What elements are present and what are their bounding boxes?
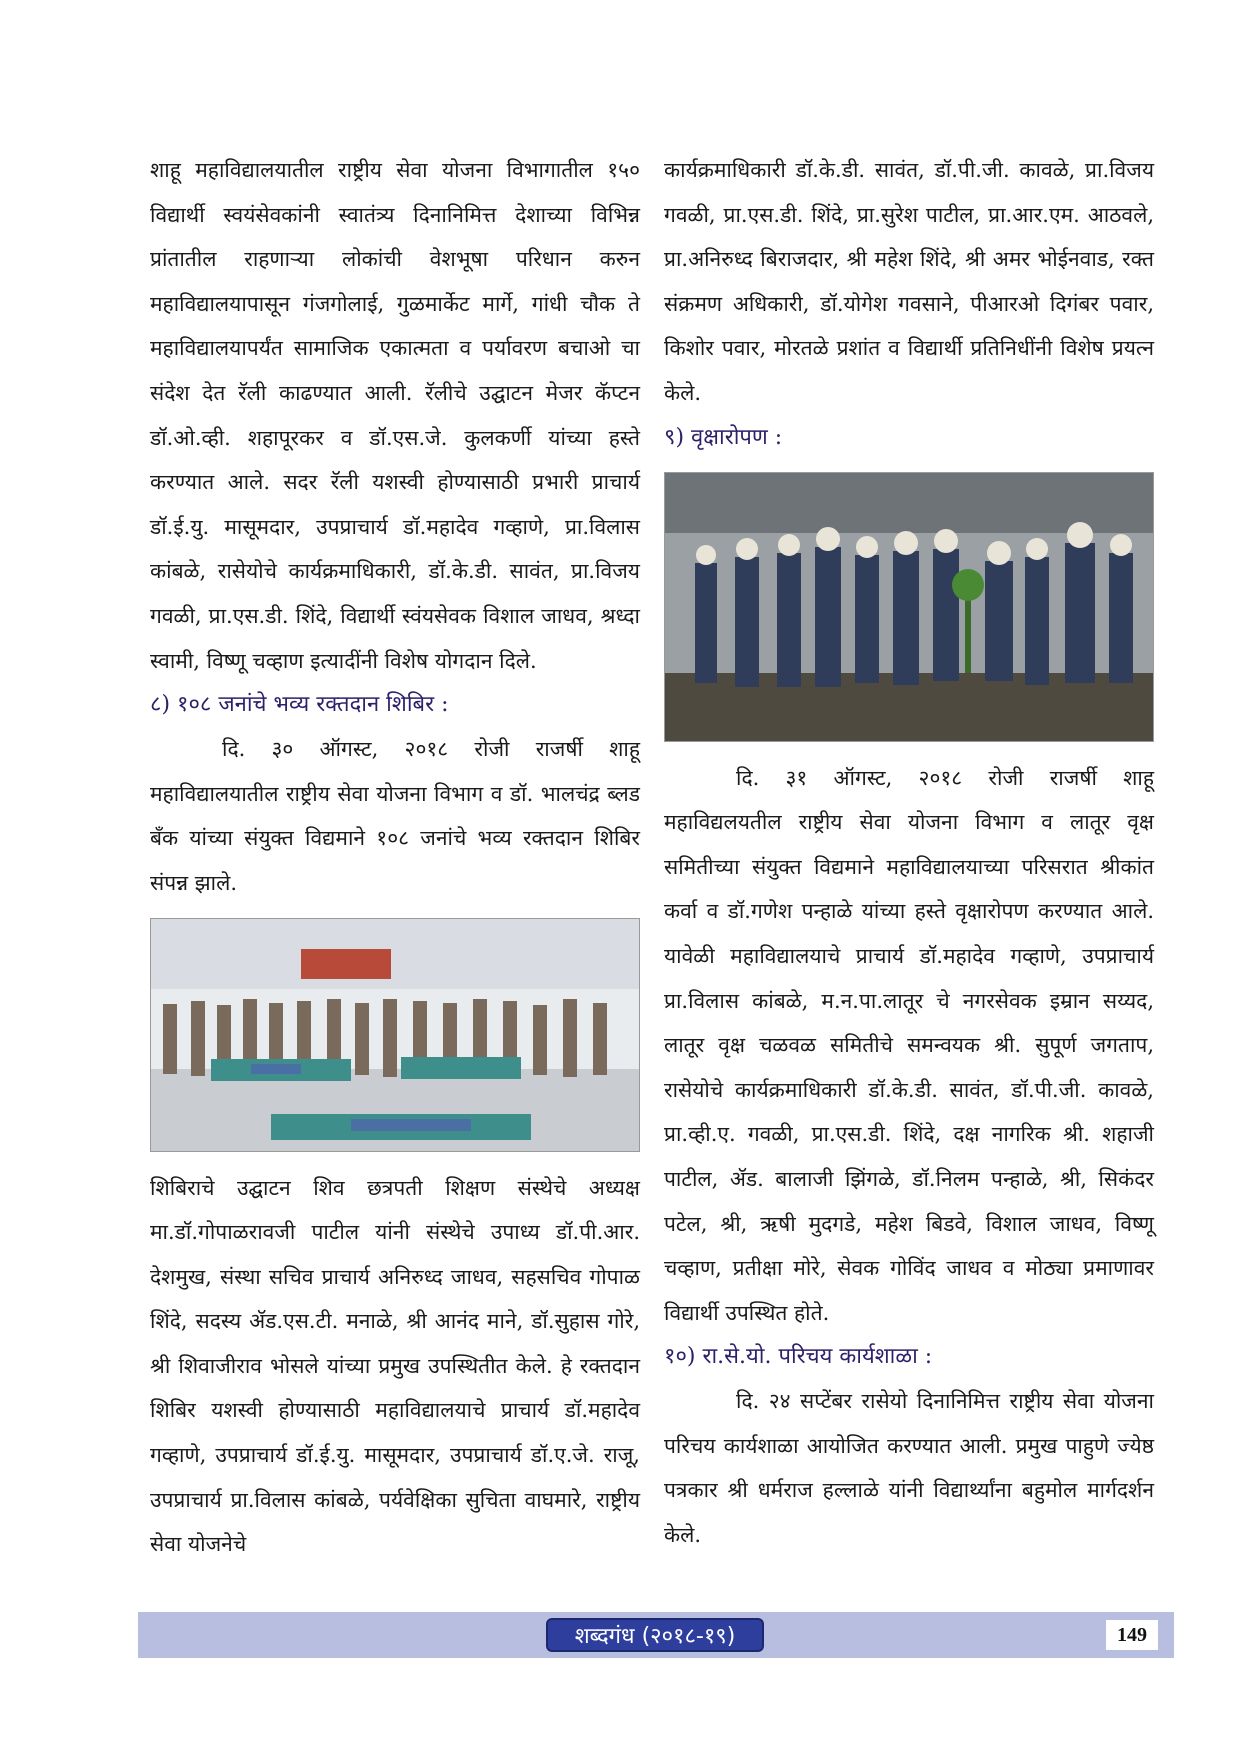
page-number: 149 <box>1106 1620 1158 1650</box>
body-paragraph: शिबिराचे उद्घाटन शिव छत्रपती शिक्षण संस्थेचे अध्यक्ष मा.डॉ.गोपाळरावजी पाटील यांनी संस्थेचे उपाध्य डॉ.पी.आर. देशमुख, संस्था सचिव प्राचार्य अनिरुध्द जाधव, सहसचिव गोपाळ शिंदे, सदस्य ॲड.एस.टी. मनाळे, श्री आनंद माने, डॉ.सुहास गोरे, श्री शिवाजीराव भोसले यांच्या प्रमुख उपस्थितीत केले. हे रक्तदान शिबिर यशस्वी होण्यासाठी महाविद्यालयाचे प्राचार्य डॉ.महादेव गव्हाणे, उपप्राचार्य डॉ.ई.यु. मासूमदार, उपप्राचार्य डॉ.ए.जे. राजू, उपप्राचार्य प्रा.विलास कांबळे, पर्यवेक्षिका सुचिता वाघमारे, राष्ट्रीय सेवा योजनेचे <box>150 1175 640 1557</box>
blood-donation-camp-photo <box>150 918 640 1152</box>
magazine-title: शब्दगंध (२०१८-१९) <box>546 1618 764 1652</box>
section-heading-blood-donation: ८) १०८ जनांचे भव्य रक्तदान शिबिर : <box>150 692 449 718</box>
section-heading-nss-workshop: १०) रा.से.यो. परिचय कार्यशाळा : <box>664 1344 933 1370</box>
section-heading-tree-plantation: ९) वृक्षारोपण : <box>664 424 783 450</box>
page-footer <box>138 1612 1174 1658</box>
body-paragraph: शाहू महाविद्यालयातील राष्ट्रीय सेवा योजना विभागातील १५० विद्यार्थी स्वयंसेवकांनी स्वातंत्र्य दिनानिमित्त देशाच्या विभिन्न प्रांतातील राहणाऱ्या लोकांची वेशभूषा परिधान करुन महाविद्यालयापासून गंजगोलाई, गुळमार्केट मार्गे, गांधी चौक ते महाविद्यालयापर्यंत सामाजिक एकात्मता व पर्यावरण बचाओ चा संदेश देत रॅली काढण्यात आली. रॅलीचे उद्घाटन मेजर कॅप्टन डॉ.ओ.व्ही. शहापूरकर व डॉ.एस.जे. कुलकर्णी यांच्या हस्ते करण्यात आले. सदर रॅली यशस्वी होण्यासाठी प्रभारी प्राचार्य डॉ.ई.यु. मासूमदार, उपप्राचार्य डॉ.महादेव गव्हाणे, प्रा.विलास कांबळे, रासेयोचे कार्यक्रमाधिकारी, डॉ.के.डी. सावंत, प्रा.विजय गवळी, प्रा.एस.डी. शिंदे, विद्यार्थी स्वंयसेवक विशाल जाधव, श्रध्दा स्वामी, विष्णू चव्हाण इत्यादींनी विशेष योगदान दिले. <box>150 158 640 673</box>
body-paragraph: दि. २४ सप्टेंबर रासेयो दिनानिमित्त राष्ट्रीय सेवा योजना परिचय कार्यशाळा आयोजित करण्यात आली. प्रमुख पाहुणे ज्येष्ठ पत्रकार श्री धर्मराज हल्लाळे यांनी विद्यार्थ्यांना बहुमोल मार्गदर्शन केले. <box>664 1389 1154 1548</box>
left-column <box>150 148 640 1567</box>
tree-plantation-photo <box>664 472 1154 742</box>
right-column <box>664 148 1154 1558</box>
body-paragraph: कार्यक्रमाधिकारी डॉ.के.डी. सावंत, डॉ.पी.जी. कावळे, प्रा.विजय गवळी, प्रा.एस.डी. शिंदे, प्रा.सुरेश पाटील, प्रा.आर.एम. आठवले, प्रा.अनिरुध्द बिराजदार, श्री महेश शिंदे, श्री अमर भोईनवाड, रक्त संक्रमण अधिकारी, डॉ.योगेश गवसाने, पीआरओ दिगंबर पवार, किशोर पवार, मोरतळे प्रशांत व विद्यार्थी प्रतिनिधींनी विशेष प्रयत्न केले. <box>664 158 1154 405</box>
body-paragraph: दि. ३१ ऑगस्ट, २०१८ रोजी राजर्षी शाहू महाविद्यलयतील राष्ट्रीय सेवा योजना विभाग व लातूर वृक्ष समितीच्या संयुक्त विद्यमाने महाविद्यालयाच्या परिसरात श्रीकांत कर्वा व डॉ.गणेश पन्हाळे यांच्या हस्ते वृक्षारोपण करण्यात आले. यावेळी महाविद्यालयाचे प्राचार्य डॉ.महादेव गव्हाणे, उपप्राचार्य प्रा.विलास कांबळे, म.न.पा.लातूर चे नगरसेवक इम्रान सय्यद, लातूर वृक्ष चळवळ समितीचे समन्वयक श्री. सुपूर्ण जगताप, रासेयोचे कार्यक्रमाधिकारी डॉ.के.डी. सावंत, डॉ.पी.जी. कावळे, प्रा.व्ही.ए. गवळी, प्रा.एस.डी. शिंदे, दक्ष नागरिक श्री. शहाजी पाटील, ॲड. बालाजी झिंगळे, डॉ.निलम पन्हाळे, श्री, सिकंदर पटेल, श्री, ऋषी मुदगडे, महेश बिडवे, विशाल जाधव, विष्णू चव्हाण, प्रतीक्षा मोरे, सेवक गोविंद जाधव व मोठ्या प्रमाणावर विद्यार्थी उपस्थित होते. <box>664 765 1154 1325</box>
body-paragraph: दि. ३० ऑगस्ट, २०१८ रोजी राजर्षी शाहू महाविद्यालयातील राष्ट्रीय सेवा योजना विभाग व डॉ. भालचंद्र ब्लड बँक यांच्या संयुक्त विद्यमाने १०८ जनांचे भव्य रक्तदान शिबिर संपन्न झाले. <box>150 737 640 895</box>
